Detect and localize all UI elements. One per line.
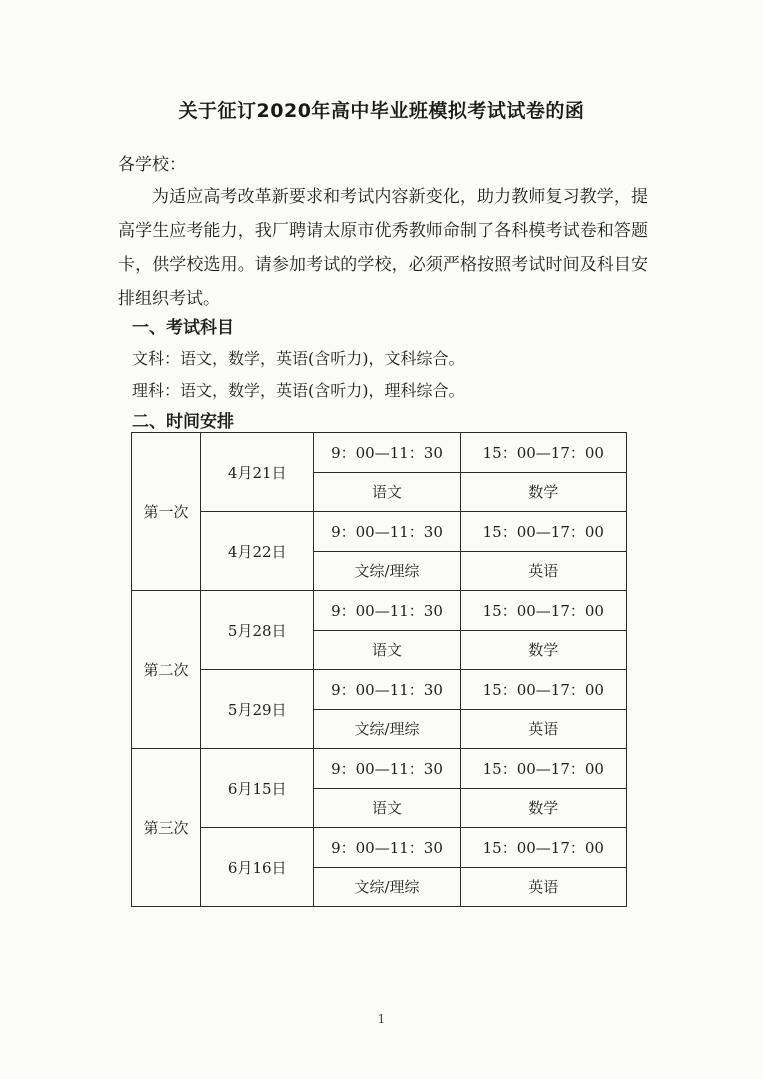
- morning-subject-cell: 语文: [314, 788, 460, 828]
- morning-time-cell: 9：00—11：30: [314, 749, 460, 789]
- morning-subject-cell: 语文: [314, 472, 460, 512]
- table-row: [132, 670, 627, 710]
- afternoon-subject-cell: 英语: [460, 709, 626, 749]
- afternoon-subject-cell: 数学: [460, 788, 626, 828]
- afternoon-subject-cell: 英语: [460, 867, 626, 907]
- morning-subject-cell: 文综/理综: [314, 551, 460, 591]
- document-title: 关于征订2020年高中毕业班模拟考试试卷的函: [178, 100, 585, 122]
- table-row: [132, 512, 627, 552]
- page-number: 1: [377, 1012, 386, 1026]
- morning-subject-cell: 文综/理综: [314, 867, 460, 907]
- round-cell: 第三次: [132, 749, 201, 907]
- morning-subject-cell: 文综/理综: [314, 709, 460, 749]
- afternoon-time-cell: 15：00—17：00: [460, 749, 626, 789]
- section-heading-schedule: 二、时间安排: [132, 412, 234, 432]
- morning-time-cell: 9：00—11：30: [314, 670, 460, 710]
- salutation: 各学校：: [118, 155, 186, 175]
- table-row: [132, 591, 627, 631]
- morning-subject-cell: 语文: [314, 630, 460, 670]
- afternoon-time-cell: 15：00—17：00: [460, 433, 626, 473]
- exam-schedule-table: [131, 432, 627, 907]
- morning-time-cell: 9：00—11：30: [314, 591, 460, 631]
- body-paragraph: 为适应高考改革新要求和考试内容新变化，助力教师复习教学，提高学生应考能力，我厂聘请太原市优秀教师命制了各科模考试卷和答题卡，供学校选用。请参加考试的学校，必须严格按照考试时间及科目安排组织考试。: [118, 187, 648, 309]
- afternoon-subject-cell: 数学: [460, 630, 626, 670]
- afternoon-time-cell: 15：00—17：00: [460, 828, 626, 868]
- date-cell: 5月28日: [201, 591, 314, 670]
- arts-subjects-line: 文科：语文，数学，英语(含听力)，文科综合。: [132, 349, 465, 368]
- morning-time-cell: 9：00—11：30: [314, 828, 460, 868]
- afternoon-time-cell: 15：00—17：00: [460, 591, 626, 631]
- round-cell: 第一次: [132, 433, 201, 591]
- morning-time-cell: 9：00—11：30: [314, 433, 460, 473]
- table-row: [132, 749, 627, 789]
- table-row: [132, 433, 627, 473]
- round-cell: 第二次: [132, 591, 201, 749]
- afternoon-time-cell: 15：00—17：00: [460, 670, 626, 710]
- afternoon-time-cell: 15：00—17：00: [460, 512, 626, 552]
- date-cell: 5月29日: [201, 670, 314, 749]
- date-cell: 6月16日: [201, 828, 314, 907]
- date-cell: 6月15日: [201, 749, 314, 828]
- afternoon-subject-cell: 数学: [460, 472, 626, 512]
- section-heading-subjects: 一、考试科目: [132, 318, 234, 338]
- date-cell: 4月21日: [201, 433, 314, 512]
- table-row: [132, 828, 627, 868]
- date-cell: 4月22日: [201, 512, 314, 591]
- morning-time-cell: 9：00—11：30: [314, 512, 460, 552]
- science-subjects-line: 理科：语文，数学，英语(含听力)，理科综合。: [132, 381, 465, 400]
- afternoon-subject-cell: 英语: [460, 551, 626, 591]
